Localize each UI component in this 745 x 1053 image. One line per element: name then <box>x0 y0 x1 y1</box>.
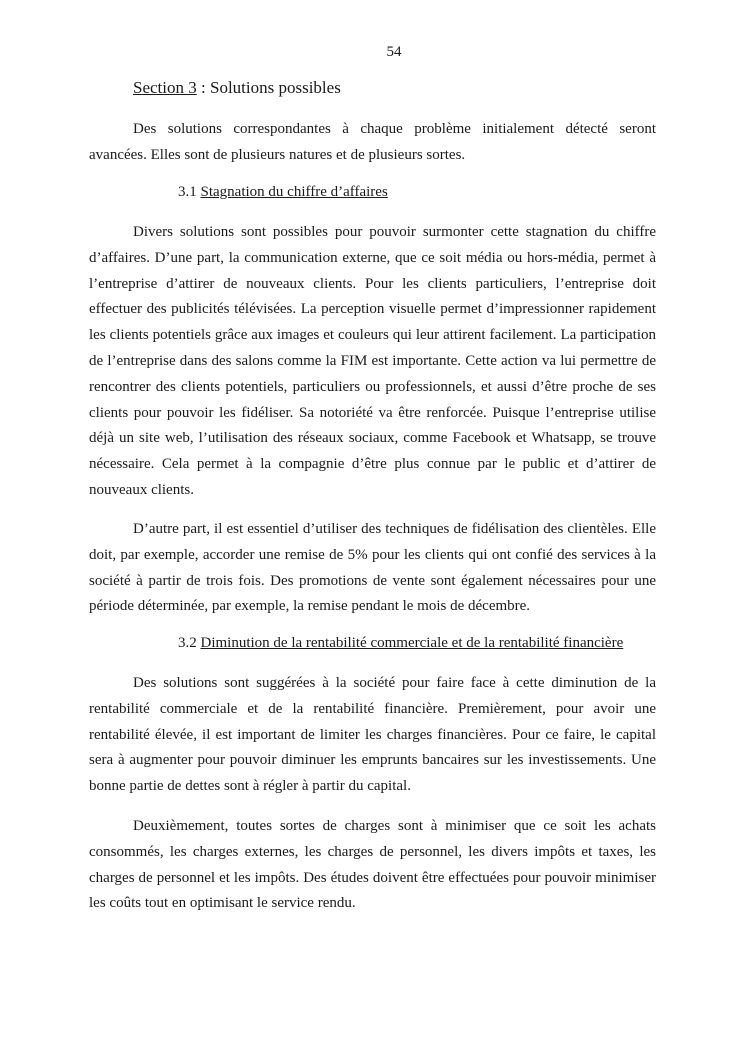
section-heading <box>133 78 341 98</box>
subsection-number: 3.1 <box>178 184 201 200</box>
paragraph-3-2-a: Des solutions sont suggérées à la société pour faire face à cette diminution de la rentabilité commerciale et de la rentabilité financière. Premièrement, pour avoir une rentabilité élevée, il est important de limiter les charges financières. Pour ce faire, le capital sera à augmenter pour pouvoir diminuer les emprunts bancaires sur les investissements. Une bonne partie de dettes sont à régler à partir du capital. <box>89 675 656 795</box>
subsection-title: Stagnation du chiffre d’affaires <box>200 184 388 200</box>
subsection-heading-3-1 <box>178 184 388 201</box>
paragraph-3-1-a: Divers solutions sont possibles pour pouvoir surmonter cette stagnation du chiffre d’affaires. D’une part, la communication externe, que ce soit média ou hors-média, permet à l’entreprise d’attirer de nouveaux clients. Pour les clients particuliers, l’entreprise doit effectuer des publicités télévisées. La perception visuelle permet d’impressionner rapidement les clients potentiels grâce aux images et couleurs qui leur attirent facilement. La participation de l’entreprise dans des salons comme la FIM est importante. Cette action va lui permettre de rencontrer des clients potentiels, particuliers ou professionnels, et aussi d’être proche de ses clients pour pouvoir les fidéliser. Sa notoriété va être renforcée. Puisque l’entreprise utilise déjà un site web, l’utilisation des réseaux sociaux, comme Facebook et Whatsapp, se trouve nécessaire. Cela permet à la compagnie d’être plus connue par le public et d’attirer de nouveaux clients. <box>89 224 656 498</box>
section-separator: : <box>196 78 210 97</box>
intro-paragraph: Des solutions correspondantes à chaque problème initialement détecté seront avancées. Elles sont de plusieurs natures et de plusieurs sortes. <box>89 121 656 163</box>
subsection-heading-3-2 <box>178 635 623 652</box>
paragraph-3-1-b: D’autre part, il est essentiel d’utiliser des techniques de fidélisation des clientèles. Elle doit, par exemple, accorder une remise de 5% pour les clients qui ont confié des services à la société à partir de trois fois. Des promotions de vente sont également nécessaires pour une période déterminée, par exemple, la remise pendant le mois de décembre. <box>89 521 656 615</box>
subsection-number: 3.2 <box>178 635 201 651</box>
section-title: Solutions possibles <box>209 78 341 97</box>
page-number: 54 <box>386 44 402 60</box>
section-label: Section 3 <box>133 78 197 97</box>
subsection-title: Diminution de la rentabilité commerciale et de la rentabilité financière <box>200 635 624 651</box>
paragraph-3-2-b: Deuxièmement, toutes sortes de charges sont à minimiser que ce soit les achats consommés, les charges externes, les charges de personnel, les divers impôts et taxes, les charges de personnel et les impôts. Des études doivent être effectuées pour pouvoir minimiser les coûts tout en optimisant le service rendu. <box>89 818 656 912</box>
